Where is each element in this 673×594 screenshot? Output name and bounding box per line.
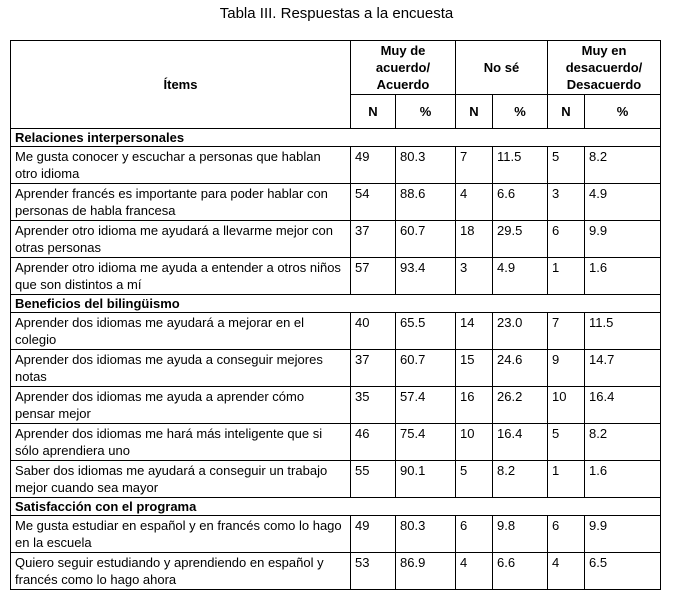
table-caption: Tabla III. Respuestas a la encuesta (219, 5, 454, 22)
item-text: Me gusta estudiar en español y en francés como lo hago en la escuela (11, 516, 351, 553)
header-row-groups (11, 41, 661, 95)
section-title: Satisfacción con el programa (11, 498, 661, 516)
percent-cell: 75.4 (396, 424, 456, 461)
percent-cell: 57.4 (396, 387, 456, 424)
count-cell: 57 (351, 258, 396, 295)
percent-cell: 80.3 (396, 516, 456, 553)
survey-table (10, 40, 661, 590)
table-row (11, 258, 661, 295)
count-cell: 4 (456, 184, 493, 221)
table-row (11, 387, 661, 424)
count-cell: 7 (456, 147, 493, 184)
header-items: Ítems (11, 41, 351, 129)
percent-cell: 29.5 (493, 221, 548, 258)
header-disagree: Muy en desacuerdo/ Desacuerdo (548, 41, 661, 95)
count-cell: 5 (548, 424, 585, 461)
count-cell: 14 (456, 313, 493, 350)
section-title: Relaciones interpersonales (11, 129, 661, 147)
count-cell: 49 (351, 147, 396, 184)
header-pct: % (585, 95, 661, 129)
percent-cell: 60.7 (396, 350, 456, 387)
item-text: Aprender francés es importante para poder hablar con personas de habla francesa (11, 184, 351, 221)
percent-cell: 4.9 (493, 258, 548, 295)
header-pct: % (493, 95, 548, 129)
percent-cell: 26.2 (493, 387, 548, 424)
table-row (11, 221, 661, 258)
percent-cell: 60.7 (396, 221, 456, 258)
item-text: Aprender dos idiomas me ayudará a mejorar en el colegio (11, 313, 351, 350)
table-body (11, 129, 661, 590)
percent-cell: 6.6 (493, 184, 548, 221)
count-cell: 49 (351, 516, 396, 553)
header-pct: % (396, 95, 456, 129)
count-cell: 5 (548, 147, 585, 184)
item-text: Saber dos idiomas me ayudará a conseguir un trabajo mejor cuando sea mayor (11, 461, 351, 498)
item-text: Aprender otro idioma me ayuda a entender a otros niños que son distintos a mí (11, 258, 351, 295)
percent-cell: 8.2 (585, 424, 661, 461)
percent-cell: 23.0 (493, 313, 548, 350)
count-cell: 3 (456, 258, 493, 295)
header-agree: Muy de acuerdo/ Acuerdo (351, 41, 456, 95)
percent-cell: 1.6 (585, 461, 661, 498)
item-text: Quiero seguir estudiando y aprendiendo en español y francés como lo hago ahora (11, 553, 351, 590)
count-cell: 1 (548, 461, 585, 498)
item-text: Aprender dos idiomas me ayuda a conseguir mejores notas (11, 350, 351, 387)
table-row (11, 424, 661, 461)
percent-cell: 11.5 (585, 313, 661, 350)
count-cell: 18 (456, 221, 493, 258)
section-title: Beneficios del bilingüismo (11, 295, 661, 313)
table-row (11, 147, 661, 184)
percent-cell: 9.8 (493, 516, 548, 553)
table-row (11, 461, 661, 498)
percent-cell: 88.6 (396, 184, 456, 221)
percent-cell: 6.5 (585, 553, 661, 590)
count-cell: 37 (351, 350, 396, 387)
count-cell: 10 (548, 387, 585, 424)
table-row (11, 553, 661, 590)
count-cell: 16 (456, 387, 493, 424)
percent-cell: 16.4 (585, 387, 661, 424)
header-n: N (351, 95, 396, 129)
percent-cell: 80.3 (396, 147, 456, 184)
count-cell: 15 (456, 350, 493, 387)
count-cell: 6 (548, 221, 585, 258)
table-row (11, 516, 661, 553)
percent-cell: 9.9 (585, 516, 661, 553)
count-cell: 40 (351, 313, 396, 350)
percent-cell: 14.7 (585, 350, 661, 387)
count-cell: 35 (351, 387, 396, 424)
section-row (11, 129, 661, 147)
item-text: Aprender dos idiomas me ayuda a aprender cómo pensar mejor (11, 387, 351, 424)
count-cell: 3 (548, 184, 585, 221)
count-cell: 7 (548, 313, 585, 350)
count-cell: 9 (548, 350, 585, 387)
count-cell: 6 (456, 516, 493, 553)
percent-cell: 86.9 (396, 553, 456, 590)
item-text: Me gusta conocer y escuchar a personas que hablan otro idioma (11, 147, 351, 184)
count-cell: 55 (351, 461, 396, 498)
percent-cell: 8.2 (493, 461, 548, 498)
percent-cell: 9.9 (585, 221, 661, 258)
header-unsure: No sé (456, 41, 548, 95)
count-cell: 46 (351, 424, 396, 461)
percent-cell: 4.9 (585, 184, 661, 221)
section-row (11, 295, 661, 313)
percent-cell: 1.6 (585, 258, 661, 295)
percent-cell: 11.5 (493, 147, 548, 184)
percent-cell: 8.2 (585, 147, 661, 184)
header-n: N (548, 95, 585, 129)
section-row (11, 498, 661, 516)
item-text: Aprender dos idiomas me hará más inteligente que si sólo aprendiera uno (11, 424, 351, 461)
percent-cell: 16.4 (493, 424, 548, 461)
header-n: N (456, 95, 493, 129)
table-row (11, 184, 661, 221)
percent-cell: 93.4 (396, 258, 456, 295)
count-cell: 4 (456, 553, 493, 590)
count-cell: 37 (351, 221, 396, 258)
count-cell: 10 (456, 424, 493, 461)
percent-cell: 24.6 (493, 350, 548, 387)
count-cell: 54 (351, 184, 396, 221)
count-cell: 4 (548, 553, 585, 590)
table-row (11, 313, 661, 350)
count-cell: 6 (548, 516, 585, 553)
percent-cell: 90.1 (396, 461, 456, 498)
count-cell: 1 (548, 258, 585, 295)
count-cell: 53 (351, 553, 396, 590)
percent-cell: 6.6 (493, 553, 548, 590)
percent-cell: 65.5 (396, 313, 456, 350)
item-text: Aprender otro idioma me ayudará a llevarme mejor con otras personas (11, 221, 351, 258)
table-row (11, 350, 661, 387)
count-cell: 5 (456, 461, 493, 498)
